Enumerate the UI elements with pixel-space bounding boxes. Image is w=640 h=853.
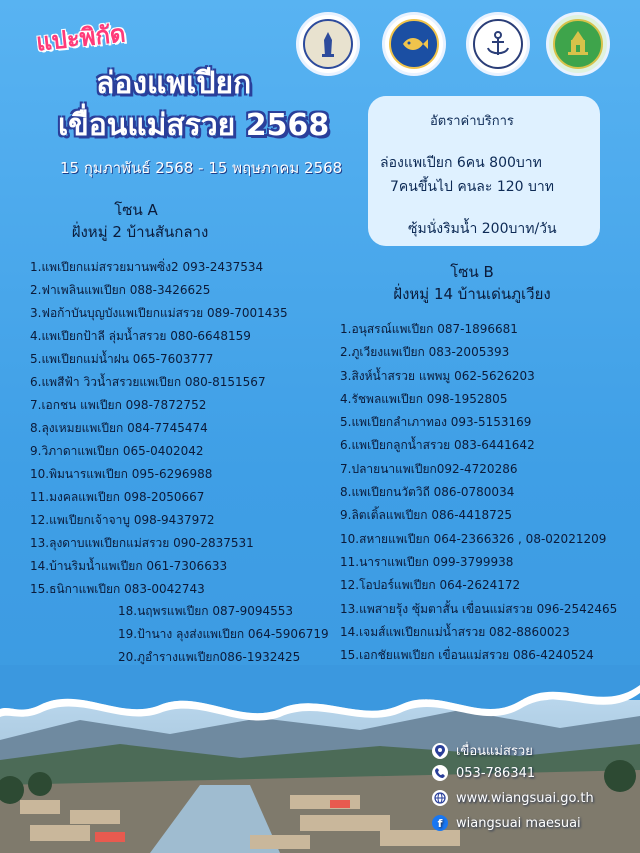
list-item: 12.แพเปียกเจ้าจาบู 098-9437972	[30, 513, 215, 527]
list-item: 8.ลุงเหมยแพเปียก 084-7745474	[30, 421, 208, 435]
list-item: 11.นารา​แพเปียก 099-3799938	[340, 554, 514, 569]
pin-tag-label: แปะพิกัด	[34, 19, 127, 57]
list-item: 3.สิงห์น้ำสรวย แพพมู 062-5626203	[340, 368, 535, 383]
list-item: 5.แพเปียกแม่น้ำฝน 065-7603777	[30, 352, 214, 366]
marine-dept-seal	[466, 12, 530, 76]
service-rate-box	[368, 96, 600, 246]
list-item: 9.วิภาดาแพเปียก 065-0402042	[30, 444, 204, 458]
list-item: 2.ฟาเพลินแพเปียก 088-3426625	[30, 283, 211, 297]
list-item: 4.แพเปียกป้าลี ลุ่มน้ำสรวย 080-6648159	[30, 329, 251, 343]
list-item: 2.ภูเวียงแพเปียก 083-2005393	[340, 345, 510, 360]
location-pin-icon	[432, 743, 448, 759]
list-item: 20.ภูอำรางแพเปียก086-1932425	[118, 650, 301, 664]
list-item: 15.ธนิกาแพเปียก 083-0042743	[30, 582, 205, 596]
list-item: 1.แพเปียกแม่สรวยมานพซิ่ง2 093-2437534	[30, 260, 264, 274]
zone-b-heading: โซน B	[450, 263, 494, 281]
list-item: 14.บ้านริมน้ำแพเปียก 061-7306633	[30, 559, 228, 573]
list-item: 5.แพเปียกลำเภาทอง 093-5153169	[340, 415, 532, 430]
fish-seal-icon	[398, 28, 430, 60]
rate-line-seven-plus: 7คนขึ้นไป คนละ 120 บาท	[390, 179, 554, 195]
list-item: 9.ลิตเติ้ลแพเปียก 086-4418725	[340, 508, 512, 523]
phone-contact	[432, 765, 535, 781]
fisheries-seal	[382, 12, 446, 76]
globe-icon	[432, 790, 448, 806]
list-item: 4.รัชพลแพเปียก 098-1952805	[340, 391, 508, 406]
website-link[interactable]: www.wiangsuai.go.th	[456, 790, 594, 806]
list-item: 15.เอกชัยแพเปียก เขื่อนแม่สรวย 086-4240524	[340, 648, 594, 663]
list-item: 12.โอปอร์แพเปียก 064-2624172	[340, 578, 521, 593]
facebook-icon: f	[432, 815, 448, 831]
list-item: 1.อนุสรณ์แพเปียก 087-1896681	[340, 322, 518, 336]
location-text: เขื่อนแม่สรวย	[456, 744, 533, 759]
local-admin-seal	[296, 12, 360, 76]
zone-a-list	[30, 256, 288, 601]
website-contact	[432, 790, 594, 806]
list-item: 10.พิมนารแพเปียก 095-6296988	[30, 467, 213, 481]
irrigation-dept-seal	[546, 12, 610, 76]
list-item: 18.นฤพรแพเปียก 087-9094553	[118, 604, 294, 618]
rate-line-six-people: ล่องแพเปียก 6คน 800บาท	[380, 155, 542, 171]
list-item: 7.ปลายนาแพเปียก092-4720286	[340, 461, 518, 476]
rate-line-riverside-hut: ซุ้มนั่งริมน้ำ 200บาท/วัน	[408, 221, 557, 237]
zone-b-list	[340, 318, 617, 714]
list-item: 7.เอกชน แพเปียก 098-7872752	[30, 398, 207, 412]
phone-text[interactable]: 053-786341	[456, 765, 536, 781]
event-date-range: 15 กุมภาพันธ์ 2568 - 15 พฤษภาคม 2568	[60, 159, 343, 177]
list-item: 3.ฟอก้าบันบุญบังแพเปียกแม่สรวย 089-7001435	[30, 306, 288, 320]
zone-a-subheading: ฝั่งหมู่ 2 บ้านสันกลาง	[71, 223, 209, 241]
zone-b-subheading: ฝั่งหมู่ 14 บ้านเด่นภูเวียง	[393, 285, 551, 303]
list-item: 14.เจมส์แพเปียกแม่น้ำสรวย 082-8860023	[340, 624, 570, 639]
list-item: 6.แพสีฟ้า วิวน้ำสรวยแพเปียก 080-8151567	[30, 375, 266, 389]
tower-seal-icon	[312, 28, 344, 60]
list-item: 8.แพเปียกนวัตวิถี 086-0780034	[340, 485, 515, 500]
list-item: 13.แพสายรุ้ง ซุ้มตาสั้น เขื่อนแม่สรวย 096-2542465	[340, 601, 618, 616]
list-item: 10.สหายแพเปียก 064-2366326 , 08-02021209	[340, 531, 607, 546]
zone-a-heading: โซน A	[114, 201, 158, 219]
rate-title: อัตราค่าบริการ	[430, 114, 514, 129]
cloud-wave-divider	[0, 665, 640, 725]
list-item: 6.แพเปียกลูกน้ำสรวย 083-6441642	[340, 438, 535, 453]
facebook-page-link[interactable]: wiangsuai maesuai	[456, 815, 581, 831]
anchor-seal-icon	[482, 28, 514, 60]
location-contact	[432, 740, 533, 761]
temple-seal-icon	[562, 28, 594, 60]
list-item: 13.ลุงดาบแพเปียกแม่สรวย 090-2837531	[30, 536, 254, 550]
phone-icon	[432, 765, 448, 781]
facebook-contact	[432, 815, 581, 831]
list-item: 11.มงคลแพเปียก 098-2050667	[30, 490, 205, 504]
list-item: 19.ป้านาง ลุงส่งแพเปียก 064-5906719	[118, 627, 329, 641]
title-line-1: ล่องแพเปียก	[96, 66, 252, 101]
title-line-2: เขื่อนแม่สรวย 2568	[58, 108, 330, 143]
